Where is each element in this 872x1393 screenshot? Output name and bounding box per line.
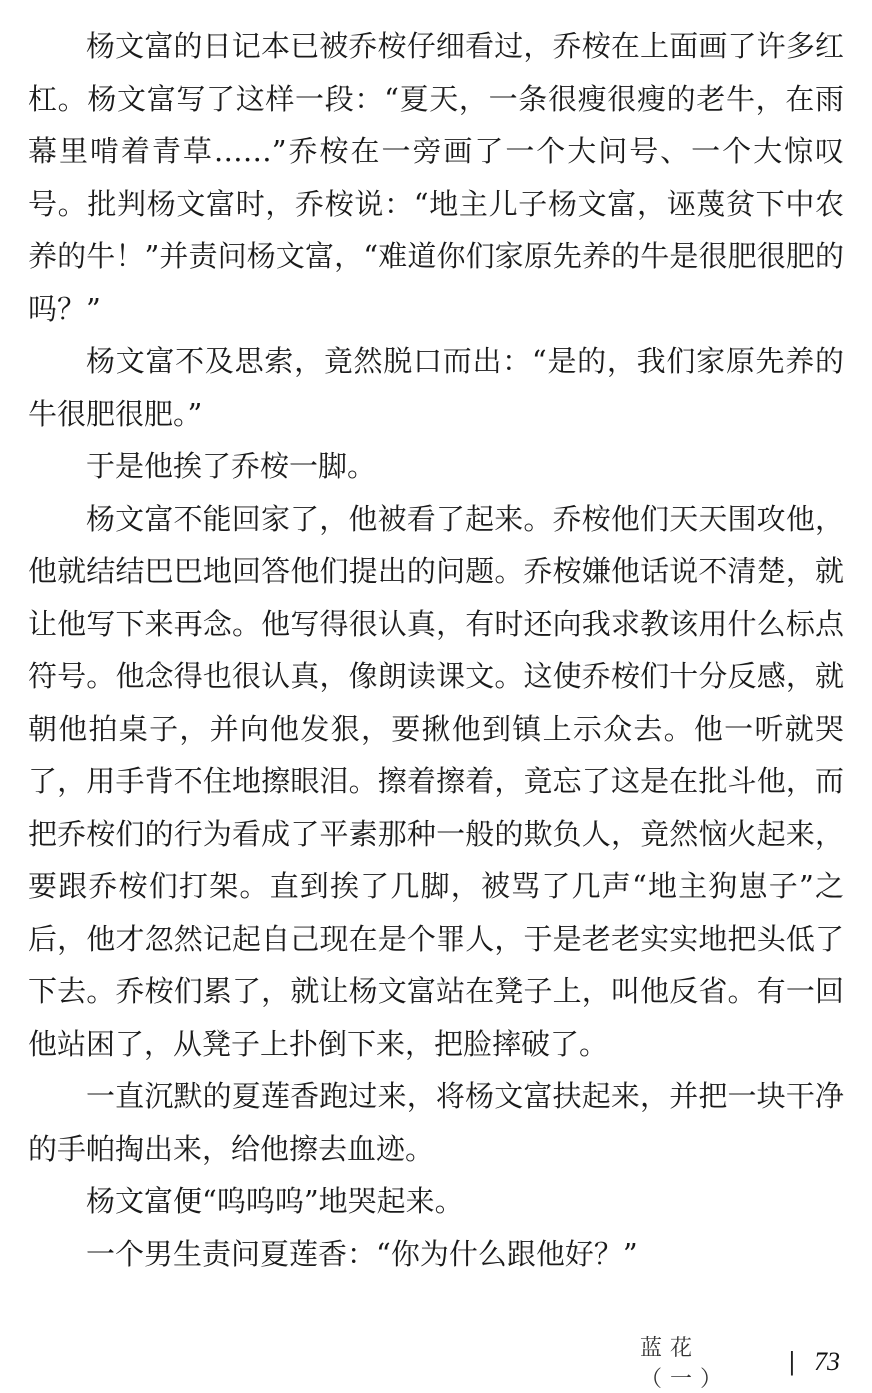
paragraph: 于是他挨了乔桉一脚。 bbox=[86, 449, 377, 483]
footer-separator: | bbox=[787, 1348, 796, 1376]
page-footer bbox=[640, 1331, 840, 1393]
paragraph: 一个男生责问夏莲香：“你为什么跟他好？” bbox=[86, 1236, 638, 1271]
page-number: 73 bbox=[814, 1347, 840, 1376]
running-title: 蓝花（一） bbox=[640, 1336, 731, 1392]
paragraph: 一直沉默的夏莲香跑过来，将杨文富扶起来，并把一块干净的手帕掏出来，给他擦去血迹。 bbox=[28, 1079, 844, 1166]
paragraph: 杨文富不能回家了，他被看了起来。乔桉他们天天围攻他，他就结结巴巴地回答他们提出的问题。乔桉嫌他话说不清楚，就让他写下来再念。他写得很认真，有时还向我求教该用什么标点符号。他念得也很认真，像朗读课文。这使乔桉们十分反感，就朝他拍桌子，并向他发狠，要揪他到镇上示众去。他一听就哭了，用手背不住地擦眼泪。擦着擦着，竟忘了这是在批斗他，而把乔桉们的行为看成了平素那种一般的欺负人，竟然恼火起来，要跟乔桉们打架。直到挨了几脚，被骂了几声“地主狗崽子”之后，他才忽然记起自己现在是个罪人，于是老老实实地把头低了下去。乔桉们累了，就让杨文富站在凳子上，叫他反省。有一回他站困了，从凳子上扑倒下来，把脸摔破了。 bbox=[28, 501, 844, 1061]
paragraph: 杨文富不及思索，竟然脱口而出：“是的，我们家原先养的牛很肥很肥。” bbox=[28, 344, 844, 431]
paragraph: 杨文富的日记本已被乔桉仔细看过，乔桉在上面画了许多红杠。杨文富写了这样一段：“夏天，一条很瘦很瘦的老牛，在雨幕里啃着青草……”乔桉在一旁画了一个大问号、一个大惊叹号。批判杨文富时，乔桉说：“地主儿子杨文富，诬蔑贫下中农养的牛！”并责问杨文富，“难道你们家原先养的牛是很肥很肥的吗？” bbox=[28, 29, 844, 326]
paragraph: 杨文富便“呜呜呜”地哭起来。 bbox=[86, 1184, 464, 1218]
page-body bbox=[28, 20, 844, 1280]
